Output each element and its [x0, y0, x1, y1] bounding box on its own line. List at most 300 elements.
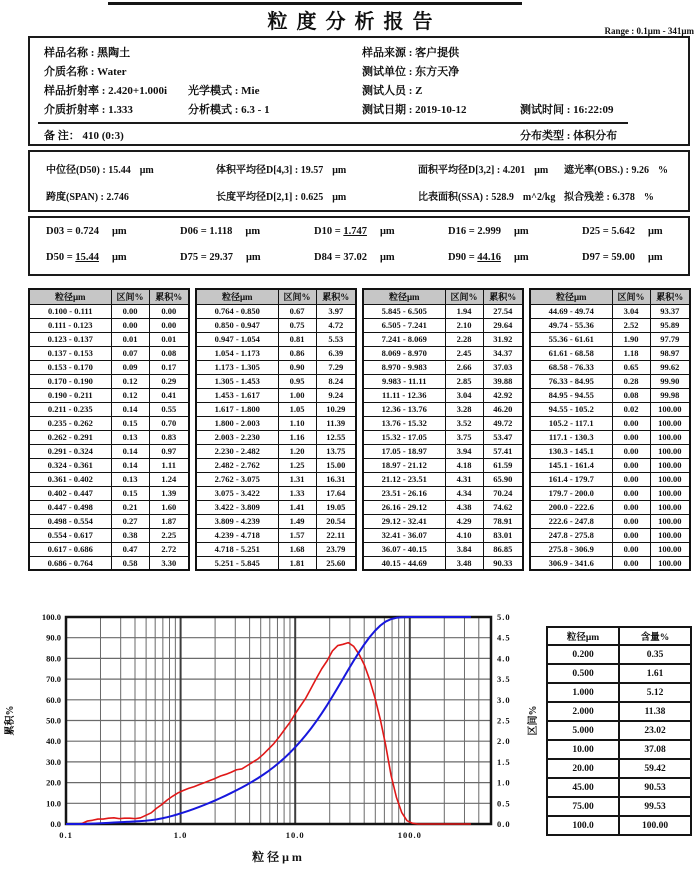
size-table-row [29, 416, 189, 430]
cumulative-pct-cell: 99.90 [650, 374, 690, 388]
size-table-row [363, 346, 523, 360]
dvalue-value: 59.00 [611, 252, 635, 263]
x-axis-tick-label: 0.1 [59, 830, 73, 840]
size-table-row [29, 388, 189, 402]
size-table-row [363, 444, 523, 458]
stat-d32-label: 面积平均径D[3,2] : [418, 165, 503, 176]
interval-pct-cell: 0.58 [111, 556, 149, 570]
size-table-row [530, 388, 690, 402]
cumulative-pct-cell: 100.00 [650, 430, 690, 444]
left-axis-title: 累积% [5, 705, 16, 736]
interval-pct-cell: 0.14 [111, 402, 149, 416]
left-axis-tick-label: 0.0 [50, 819, 61, 829]
cumulative-pct-cell: 13.75 [316, 444, 356, 458]
dvalue-value: 0.724 [75, 226, 99, 237]
distribution-chart [0, 612, 545, 875]
size-table-row [363, 500, 523, 514]
size-table-row [196, 318, 356, 332]
interval-pct-cell: 0.00 [612, 556, 650, 570]
size-range-cell: 12.36 - 13.76 [363, 402, 445, 416]
size-table-header-cell: 粒径μm [196, 289, 278, 304]
size-table-row [196, 528, 356, 542]
summary-header-row [547, 627, 691, 645]
cumulative-pct-cell: 70.24 [483, 486, 523, 500]
size-table-row [530, 444, 690, 458]
cumulative-pct-cell: 29.64 [483, 318, 523, 332]
dvalue-label: D16 = [448, 226, 478, 237]
stat-span [46, 188, 129, 203]
size-table-row [29, 402, 189, 416]
cumulative-pct-cell: 3.30 [149, 556, 189, 570]
size-table-group-1 [28, 288, 190, 571]
info-test-date-label: 测试日期 : [362, 104, 416, 116]
summary-header-cell: 粒径μm [547, 627, 619, 645]
dvalue-unit: μm [647, 226, 663, 237]
cumulative-pct-cell: 0.41 [149, 388, 189, 402]
size-table-row [530, 304, 690, 318]
size-range-cell: 36.07 - 40.15 [363, 542, 445, 556]
interval-pct-cell: 0.00 [612, 514, 650, 528]
size-table-row [29, 500, 189, 514]
info-analysis-mode-label: 分析模式 : [188, 104, 242, 116]
summary-size-cell: 20.00 [547, 759, 619, 778]
info-sample-name [44, 44, 130, 60]
interval-pct-cell: 0.67 [278, 304, 316, 318]
size-table-row [29, 514, 189, 528]
size-table-row [530, 528, 690, 542]
size-table-row [29, 318, 189, 332]
size-range-cell: 161.4 - 179.7 [530, 472, 612, 486]
size-range-cell: 1.800 - 2.003 [196, 416, 278, 430]
size-range-cell: 0.686 - 0.764 [29, 556, 111, 570]
summary-row [547, 816, 691, 835]
right-axis-tick-label: 4.5 [497, 632, 511, 643]
size-range-cell: 13.76 - 15.32 [363, 416, 445, 430]
size-table-header-cell: 区间% [612, 289, 650, 304]
info-test-unit-value: 东方天净 [415, 66, 460, 78]
size-range-cell: 15.32 - 17.05 [363, 430, 445, 444]
interval-pct-cell: 3.84 [445, 542, 483, 556]
interval-pct-cell: 1.16 [278, 430, 316, 444]
left-axis-tick-label: 30.0 [46, 756, 61, 767]
interval-pct-cell: 3.52 [445, 416, 483, 430]
info-tester-label: 测试人员 : [362, 85, 416, 97]
info-medium-name-value: Water [97, 66, 127, 78]
interval-pct-cell: 1.41 [278, 500, 316, 514]
size-range-cell: 21.12 - 23.51 [363, 472, 445, 486]
dvalue-d75 [180, 252, 261, 263]
right-axis-tick-label: 3.0 [497, 694, 511, 705]
size-table-header-cell: 累积% [316, 289, 356, 304]
summary-row [547, 702, 691, 721]
size-table-row [530, 402, 690, 416]
size-table-header-cell: 累积% [483, 289, 523, 304]
size-table-row [363, 318, 523, 332]
size-range-cell: 2.482 - 2.762 [196, 458, 278, 472]
stat-d32 [418, 161, 548, 176]
size-range-cell: 0.850 - 0.947 [196, 318, 278, 332]
dvalue-unit: μm [513, 252, 529, 263]
size-table-row [530, 416, 690, 430]
size-table-row [196, 416, 356, 430]
stat-ssa-label: 比表面积(SSA) : [418, 192, 492, 203]
right-axis-tick-label: 0.5 [497, 798, 511, 809]
interval-pct-cell: 3.48 [445, 556, 483, 570]
dvalue-d50 [46, 252, 127, 263]
size-table-row [530, 486, 690, 500]
left-axis-tick-label: 10.0 [46, 798, 61, 809]
size-table-header-cell: 累积% [149, 289, 189, 304]
cumulative-pct-cell: 78.91 [483, 514, 523, 528]
size-range-cell: 1.617 - 1.800 [196, 402, 278, 416]
cumulative-pct-cell: 46.20 [483, 402, 523, 416]
interval-pct-cell: 0.95 [278, 374, 316, 388]
right-axis-tick-label: 3.5 [497, 674, 511, 685]
cumulative-pct-cell: 83.01 [483, 528, 523, 542]
stat-span-value: 2.746 [106, 192, 129, 203]
interval-pct-cell: 1.68 [278, 542, 316, 556]
size-range-cell: 3.422 - 3.809 [196, 500, 278, 514]
summary-row [547, 683, 691, 702]
cumulative-pct-cell: 7.29 [316, 360, 356, 374]
size-table-row [196, 500, 356, 514]
size-table-row [29, 528, 189, 542]
cumulative-pct-cell: 0.83 [149, 430, 189, 444]
size-table-row [363, 514, 523, 528]
size-range-cell: 5.251 - 5.845 [196, 556, 278, 570]
info-remark-value: 410 (0:3) [82, 130, 124, 142]
left-axis-tick-label: 40.0 [46, 736, 61, 747]
size-table-row [363, 360, 523, 374]
right-axis-tick-label: 0.0 [497, 819, 511, 829]
size-range-cell: 1.173 - 1.305 [196, 360, 278, 374]
interval-pct-cell: 0.07 [111, 346, 149, 360]
size-table-row [29, 556, 189, 570]
size-table-row [363, 472, 523, 486]
size-table-row [196, 556, 356, 570]
dvalue-label: D84 = [314, 252, 344, 263]
interval-pct-cell: 1.00 [278, 388, 316, 402]
info-medium-ri-value: 1.333 [108, 104, 133, 116]
cumulative-pct-cell: 11.39 [316, 416, 356, 430]
size-range-cell: 0.100 - 0.111 [29, 304, 111, 318]
dvalue-label: D06 = [180, 226, 210, 237]
summary-size-cell: 45.00 [547, 778, 619, 797]
size-table-row [363, 304, 523, 318]
info-medium-ri [44, 101, 133, 117]
cumulative-pct-cell: 1.87 [149, 514, 189, 528]
stat-ssa [418, 188, 555, 203]
interval-pct-cell: 1.31 [278, 472, 316, 486]
interval-pct-cell: 1.33 [278, 486, 316, 500]
cumulative-pct-cell: 90.33 [483, 556, 523, 570]
size-range-cell: 306.9 - 341.6 [530, 556, 612, 570]
cumulative-pct-cell: 39.88 [483, 374, 523, 388]
cumulative-pct-cell: 100.00 [650, 514, 690, 528]
summary-size-cell: 1.000 [547, 683, 619, 702]
info-remark-label: 备 注： [44, 130, 83, 142]
size-range-cell: 0.447 - 0.498 [29, 500, 111, 514]
size-range-cell: 18.97 - 21.12 [363, 458, 445, 472]
size-table-header-cell: 累积% [650, 289, 690, 304]
interval-pct-cell: 0.21 [111, 500, 149, 514]
dvalue-unit: μm [513, 226, 529, 237]
info-sample-source-label: 样品来源 : [362, 47, 416, 59]
size-range-cell: 0.947 - 1.054 [196, 332, 278, 346]
size-range-cell: 8.970 - 9.983 [363, 360, 445, 374]
size-table-row [196, 444, 356, 458]
interval-pct-cell: 0.27 [111, 514, 149, 528]
size-range-cell: 68.58 - 76.33 [530, 360, 612, 374]
x-axis-title: 粒径μm [252, 850, 305, 864]
stat-residual-value: 6.378 [612, 192, 635, 203]
size-range-cell: 49.74 - 55.36 [530, 318, 612, 332]
size-table-row [363, 458, 523, 472]
cumulative-pct-cell: 2.72 [149, 542, 189, 556]
interval-pct-cell: 0.00 [612, 430, 650, 444]
cumulative-pct-cell: 97.79 [650, 332, 690, 346]
cumulative-pct-cell: 0.97 [149, 444, 189, 458]
cumulative-pct-cell: 100.00 [650, 444, 690, 458]
interval-pct-cell: 0.01 [111, 332, 149, 346]
interval-pct-cell: 0.81 [278, 332, 316, 346]
dvalue-unit: μm [111, 252, 127, 263]
size-range-cell: 2.230 - 2.482 [196, 444, 278, 458]
summary-size-cell: 10.00 [547, 740, 619, 759]
stat-d50-unit: μm [139, 165, 154, 176]
summary-row [547, 740, 691, 759]
info-sample-source-value: 客户提供 [415, 47, 460, 59]
dvalue-d97 [582, 252, 663, 263]
size-table-row [530, 542, 690, 556]
right-axis-tick-label: 2.5 [497, 715, 511, 726]
cumulative-pct-cell: 100.00 [650, 542, 690, 556]
interval-pct-cell: 2.66 [445, 360, 483, 374]
cumulative-pct-cell: 23.79 [316, 542, 356, 556]
size-table-row [363, 486, 523, 500]
interval-pct-cell: 0.08 [612, 388, 650, 402]
size-range-cell: 4.239 - 4.718 [196, 528, 278, 542]
dvalue-value: 2.999 [477, 226, 501, 237]
interval-pct-cell: 0.38 [111, 528, 149, 542]
cumulative-pct-cell: 53.47 [483, 430, 523, 444]
info-remark [44, 127, 124, 143]
size-table-row [196, 542, 356, 556]
size-range-cell: 0.498 - 0.554 [29, 514, 111, 528]
size-range-cell: 0.235 - 0.262 [29, 416, 111, 430]
summary-content-cell: 100.00 [619, 816, 691, 835]
summary-content-cell: 5.12 [619, 683, 691, 702]
summary-row [547, 778, 691, 797]
stat-d21 [216, 188, 346, 203]
size-table-row [530, 318, 690, 332]
size-range-cell: 40.15 - 44.69 [363, 556, 445, 570]
size-range-cell: 11.11 - 12.36 [363, 388, 445, 402]
interval-pct-cell: 0.15 [111, 486, 149, 500]
interval-pct-cell: 2.10 [445, 318, 483, 332]
interval-pct-cell: 0.90 [278, 360, 316, 374]
interval-pct-cell: 4.38 [445, 500, 483, 514]
info-tester-value: Z [415, 85, 423, 97]
size-range-cell: 2.003 - 2.230 [196, 430, 278, 444]
stat-residual-label: 拟合残差 : [564, 192, 613, 203]
cumulative-pct-cell: 1.39 [149, 486, 189, 500]
interval-pct-cell: 2.52 [612, 318, 650, 332]
size-range-cell: 130.3 - 145.1 [530, 444, 612, 458]
interval-pct-cell: 0.86 [278, 346, 316, 360]
size-range-cell: 222.6 - 247.8 [530, 514, 612, 528]
dvalues-box [28, 216, 690, 276]
size-table-row [196, 332, 356, 346]
size-range-cell: 17.05 - 18.97 [363, 444, 445, 458]
cumulative-pct-cell: 1.24 [149, 472, 189, 486]
stat-d43-unit: μm [332, 165, 347, 176]
summary-content-cell: 37.08 [619, 740, 691, 759]
info-medium-ri-label: 介质折射率 : [44, 104, 109, 116]
summary-size-cell: 100.0 [547, 816, 619, 835]
size-range-cell: 105.2 - 117.1 [530, 416, 612, 430]
cumulative-pct-cell: 27.54 [483, 304, 523, 318]
interval-pct-cell: 0.00 [612, 542, 650, 556]
info-analysis-mode-value: 6.3 - 1 [241, 104, 270, 116]
right-axis-tick-label: 1.0 [497, 777, 511, 788]
size-table-row [530, 360, 690, 374]
size-table-body [196, 304, 356, 570]
dvalue-label: D50 = [46, 252, 76, 263]
size-table-header-cell: 粒径μm [29, 289, 111, 304]
right-axis-tick-label: 2.0 [497, 736, 511, 747]
dvalue-value: 1.747 [343, 226, 367, 237]
size-table-row [196, 374, 356, 388]
interval-pct-cell: 1.81 [278, 556, 316, 570]
size-range-cell: 1.054 - 1.173 [196, 346, 278, 360]
right-axis-title: 区间% [528, 705, 539, 736]
interval-pct-cell: 0.00 [612, 416, 650, 430]
size-table-row [196, 486, 356, 500]
info-dist-type [520, 127, 617, 143]
dvalue-label: D10 = [314, 226, 344, 237]
stat-d43 [216, 161, 346, 176]
interval-pct-cell: 0.00 [111, 304, 149, 318]
summary-size-cell: 5.000 [547, 721, 619, 740]
left-axis-tick-label: 90.0 [46, 632, 61, 643]
size-table-row [29, 430, 189, 444]
interval-pct-cell: 0.75 [278, 318, 316, 332]
size-table-row [196, 346, 356, 360]
size-table-row [530, 346, 690, 360]
cumulative-pct-cell: 0.17 [149, 360, 189, 374]
size-table-row [196, 388, 356, 402]
size-range-cell: 9.983 - 11.11 [363, 374, 445, 388]
stat-residual-unit: % [643, 192, 654, 203]
info-test-date [362, 101, 467, 117]
size-table-row [29, 444, 189, 458]
x-axis-tick-label: 10.0 [285, 830, 305, 840]
size-table-row [530, 514, 690, 528]
size-range-cell: 0.764 - 0.850 [196, 304, 278, 318]
interval-pct-cell: 1.94 [445, 304, 483, 318]
interval-pct-cell: 3.75 [445, 430, 483, 444]
stat-d50-label: 中位径(D50) : [46, 165, 109, 176]
interval-pct-cell: 4.10 [445, 528, 483, 542]
x-axis-tick-label: 1.0 [173, 830, 188, 840]
size-table-row [363, 430, 523, 444]
cumulative-pct-cell: 100.00 [650, 556, 690, 570]
cumulative-pct-cell: 74.62 [483, 500, 523, 514]
summary-table [546, 626, 692, 836]
interval-pct-cell: 0.14 [111, 444, 149, 458]
size-table-row [530, 472, 690, 486]
stat-residual [564, 188, 654, 203]
size-range-cell: 0.211 - 0.235 [29, 402, 111, 416]
info-optical-mode-label: 光学模式 : [188, 85, 242, 97]
interval-pct-cell: 0.13 [111, 430, 149, 444]
size-table-row [363, 416, 523, 430]
cumulative-pct-cell: 42.92 [483, 388, 523, 402]
interval-pct-cell: 0.00 [612, 500, 650, 514]
cumulative-pct-cell: 2.25 [149, 528, 189, 542]
size-table-row [530, 458, 690, 472]
cumulative-pct-cell: 34.37 [483, 346, 523, 360]
size-range-cell: 6.505 - 7.241 [363, 318, 445, 332]
cumulative-pct-cell: 49.72 [483, 416, 523, 430]
size-range-cell: 76.33 - 84.95 [530, 374, 612, 388]
size-table-row [196, 304, 356, 318]
cumulative-pct-cell: 0.70 [149, 416, 189, 430]
size-range-cell: 2.762 - 3.075 [196, 472, 278, 486]
dvalue-d90 [448, 252, 529, 263]
interval-pct-cell: 0.12 [111, 374, 149, 388]
cumulative-pct-cell: 57.41 [483, 444, 523, 458]
left-axis-tick-label: 50.0 [46, 715, 61, 726]
size-table-header-cell: 区间% [111, 289, 149, 304]
size-table-row [29, 472, 189, 486]
interval-pct-cell: 4.18 [445, 458, 483, 472]
interval-pct-cell: 4.31 [445, 472, 483, 486]
summary-size-cell: 0.200 [547, 645, 619, 664]
info-dist-type-value: 体积分布 [573, 130, 618, 142]
dvalue-unit: μm [111, 226, 127, 237]
cumulative-pct-cell: 0.29 [149, 374, 189, 388]
size-table-row [29, 304, 189, 318]
interval-pct-cell: 0.15 [111, 416, 149, 430]
right-axis-tick-label: 4.0 [497, 653, 511, 664]
interval-pct-cell: 1.90 [612, 332, 650, 346]
stat-d21-unit: μm [332, 192, 347, 203]
summary-size-cell: 75.00 [547, 797, 619, 816]
info-test-time-label: 测试时间 : [520, 104, 574, 116]
info-sample-ri [44, 82, 167, 98]
dvalue-label: D97 = [582, 252, 612, 263]
size-table-row [196, 430, 356, 444]
size-table-header-row [530, 289, 690, 304]
size-table-row [196, 458, 356, 472]
size-table-header-row [29, 289, 189, 304]
info-analysis-mode [188, 101, 270, 117]
size-table-row [29, 360, 189, 374]
size-table-body [530, 304, 690, 570]
dvalue-value: 29.37 [209, 252, 233, 263]
cumulative-pct-cell: 100.00 [650, 528, 690, 542]
interval-pct-cell: 0.12 [111, 388, 149, 402]
interval-pct-cell: 0.00 [111, 318, 149, 332]
summary-size-cell: 0.500 [547, 664, 619, 683]
size-range-cell: 5.845 - 6.505 [363, 304, 445, 318]
size-table-body [29, 304, 189, 570]
size-range-cell: 3.075 - 3.422 [196, 486, 278, 500]
interval-pct-cell: 1.57 [278, 528, 316, 542]
dvalue-value: 1.118 [209, 226, 233, 237]
